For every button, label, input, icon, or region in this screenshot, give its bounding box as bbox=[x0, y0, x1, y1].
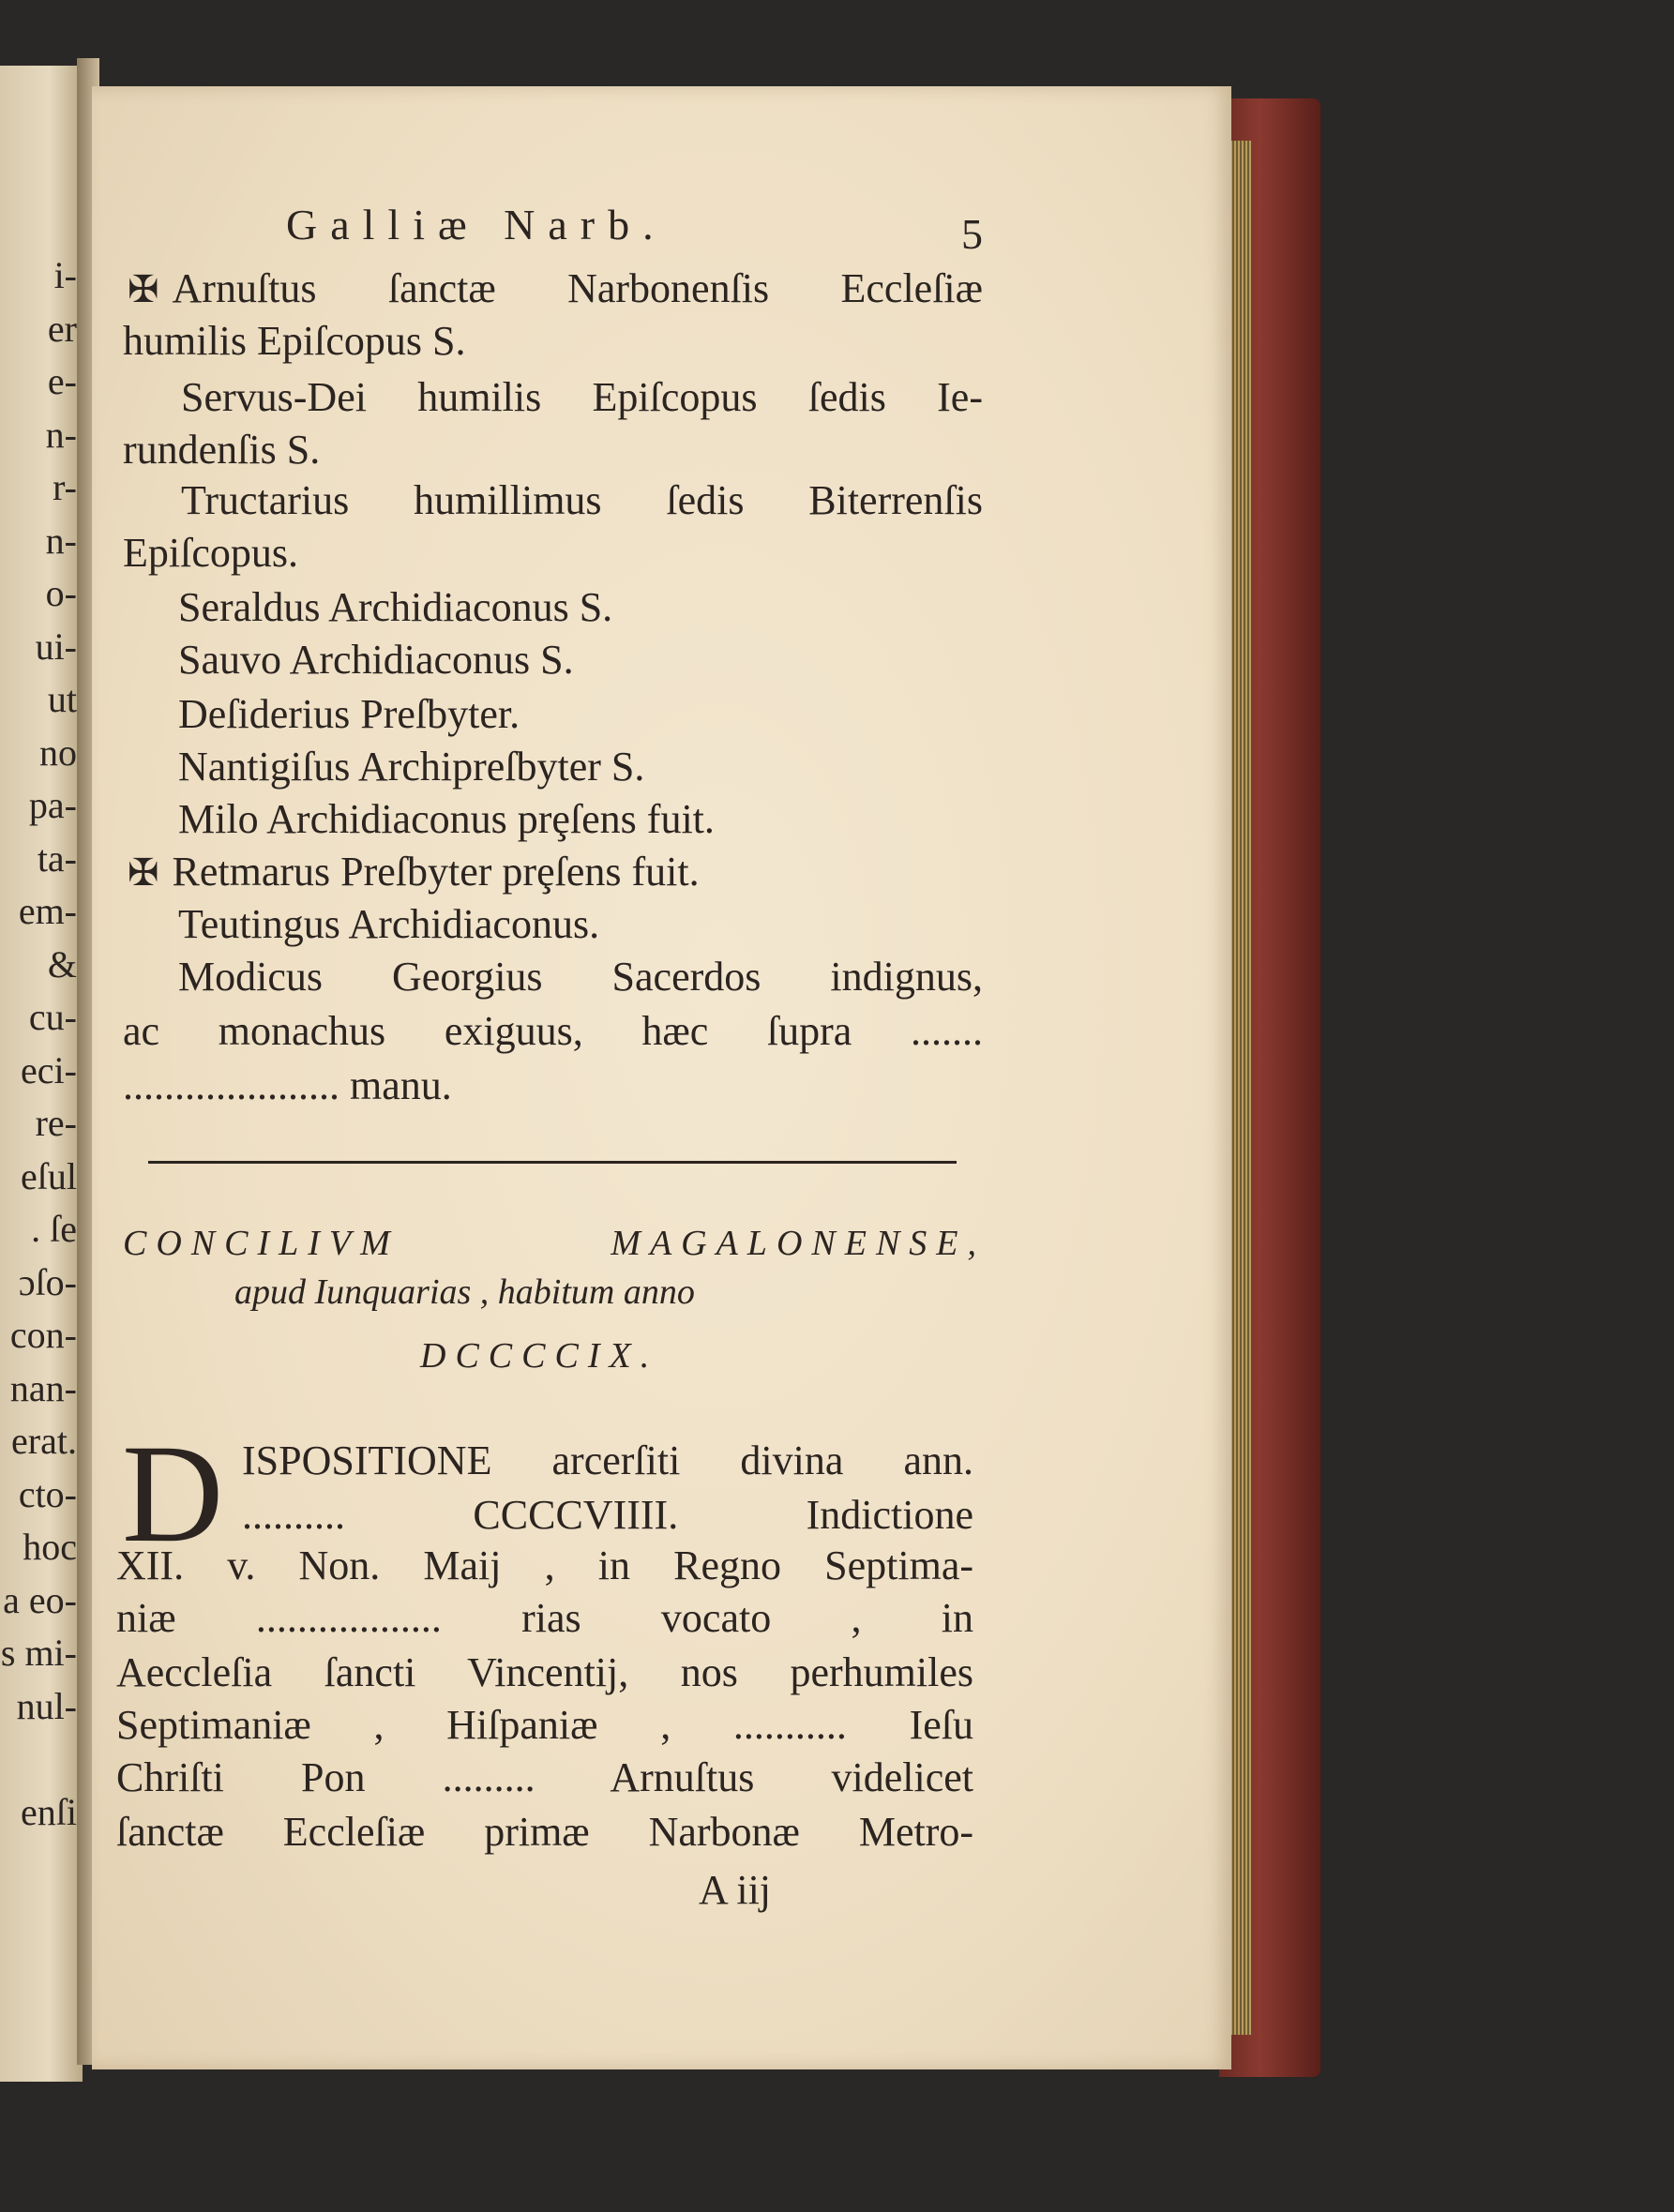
left-page-fragment: no bbox=[39, 730, 77, 774]
left-page-fragment: eſul bbox=[21, 1154, 77, 1197]
left-page-fragment: ut bbox=[47, 678, 77, 720]
left-page-fragment: re- bbox=[35, 1102, 77, 1144]
signature-line: humilis Epiſcopus S. bbox=[123, 318, 466, 364]
signature-line: Epiſcopus. bbox=[123, 530, 298, 576]
left-page-fragment: eci- bbox=[21, 1048, 77, 1091]
body-line: niæ .................. rias vocato , in bbox=[116, 1595, 973, 1641]
left-page-fragment: hoc bbox=[23, 1526, 77, 1568]
signature-line: Seraldus Archidiaconus S. bbox=[178, 584, 613, 630]
left-page-fragment: cu- bbox=[28, 996, 77, 1038]
left-page-fragment: con- bbox=[9, 1314, 77, 1356]
left-page-fragment: er bbox=[47, 307, 77, 350]
council-title: CONCILIVM MAGALONENSE, bbox=[123, 1224, 986, 1263]
drop-cap: D bbox=[122, 1416, 224, 1572]
section-divider bbox=[148, 1161, 957, 1164]
signature-line: Nantigiſus Archipreſbyter S. bbox=[178, 744, 645, 790]
signature-line: Milo Archidiaconus prȩſens fuit. bbox=[178, 796, 715, 842]
left-page-fragment: i- bbox=[53, 254, 77, 296]
left-page-fragment: a eo- bbox=[3, 1578, 77, 1621]
body-line: Aeccleſia ſancti Vincentij, nos perhumiles bbox=[116, 1649, 973, 1695]
signature-line: Teutingus Archidiaconus. bbox=[178, 901, 600, 947]
signature-line: Servus-Dei humilis Epiſcopus ſedis Ie- bbox=[181, 374, 983, 420]
left-page-fragment: & bbox=[47, 942, 77, 986]
signature-line: ac monachus exiguus, hæc ſupra ....... bbox=[123, 1008, 983, 1054]
left-page-fragment: cto- bbox=[18, 1472, 77, 1515]
left-page-fragment: pa- bbox=[28, 784, 77, 826]
left-page-fragment: enſi bbox=[21, 1790, 77, 1833]
left-page-fragment: n- bbox=[45, 519, 77, 562]
body-line: ISPOSITIONE arcerſiti divina ann. bbox=[242, 1437, 973, 1483]
left-page-fragment: o- bbox=[45, 572, 77, 614]
left-page-fragment: . ſe bbox=[31, 1208, 77, 1250]
left-page-fragment: e- bbox=[47, 360, 77, 402]
body-line: Septimaniæ , Hiſpaniæ , ........... Ieſu bbox=[116, 1702, 973, 1748]
body-line: .......... CCCCVIIII. Indictione bbox=[242, 1492, 973, 1538]
left-page-fragment: nan- bbox=[9, 1366, 77, 1409]
signature-line: ..................... manu. bbox=[123, 1062, 452, 1108]
left-page-fragment: ta- bbox=[37, 836, 77, 880]
left-page-edge bbox=[0, 66, 83, 2082]
council-year: DCCCCIX. bbox=[420, 1336, 659, 1376]
signature-line: ✠ Retmarus Preſbyter prȩſens fuit. bbox=[128, 846, 700, 899]
body-line: Chriſti Pon ......... Arnuſtus videlicet bbox=[116, 1754, 973, 1800]
signature-mark: A iij bbox=[699, 1867, 772, 1913]
cross-icon: ✠ bbox=[128, 851, 159, 894]
left-page-fragment: r- bbox=[53, 466, 77, 508]
left-page-fragment: nul- bbox=[16, 1684, 77, 1727]
left-page-fragment: em- bbox=[18, 890, 77, 932]
left-page-fragment: ɔſo- bbox=[18, 1260, 77, 1303]
running-head: Galliæ Narb. bbox=[286, 201, 667, 248]
signature-line: Sauvo Archidiaconus S. bbox=[178, 637, 574, 683]
left-page-fragment: n- bbox=[45, 413, 77, 456]
signature-line: Tructarius humillimus ſedis Biterrenſis bbox=[181, 477, 983, 523]
signature-line: Deſiderius Preſbyter. bbox=[178, 691, 520, 737]
signature-line: rundenſis S. bbox=[123, 427, 321, 473]
signature-line: ✠ Arnuſtus ſanctæ Narbonenſis Eccleſiæ bbox=[128, 263, 983, 316]
body-line: ſanctæ Eccleſiæ primæ Narbonæ Metro- bbox=[116, 1809, 973, 1855]
left-page-fragment: ui- bbox=[35, 624, 77, 668]
body-line: XII. v. Non. Maij , in Regno Septima- bbox=[116, 1542, 973, 1588]
council-subtitle: apud Iunquarias , habitum anno bbox=[234, 1272, 695, 1312]
cross-icon: ✠ bbox=[128, 268, 159, 310]
left-page-fragment: erat. bbox=[11, 1420, 77, 1462]
signature-line: Modicus Georgius Sacerdos indignus, bbox=[178, 954, 983, 1000]
page-number: 5 bbox=[961, 210, 983, 258]
left-page-fragment: s mi- bbox=[0, 1632, 77, 1674]
